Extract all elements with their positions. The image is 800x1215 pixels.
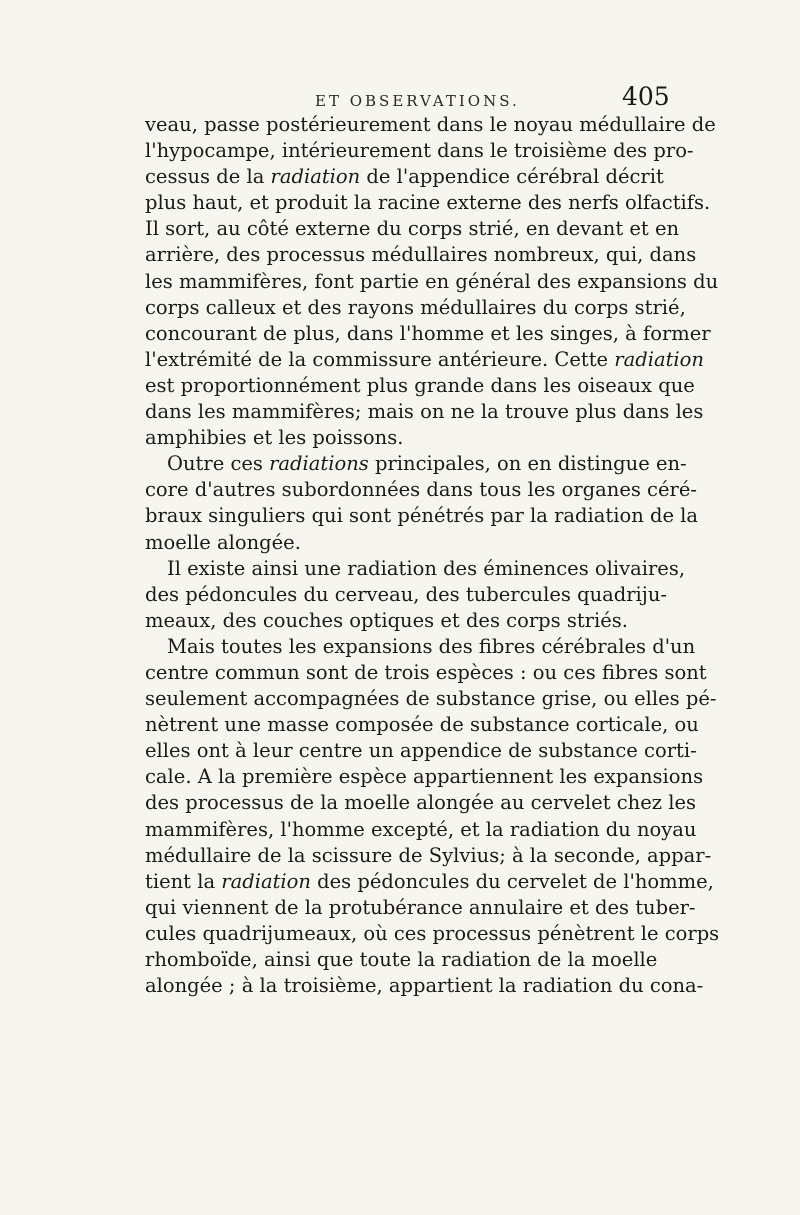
text-line bbox=[145, 895, 696, 921]
text-line bbox=[145, 660, 707, 686]
text-segment: principales, on en distingue en- bbox=[368, 452, 687, 476]
text-segment: amphibies et les poissons. bbox=[145, 426, 404, 450]
text-segment: Outre ces bbox=[167, 452, 270, 476]
text-line bbox=[145, 738, 697, 764]
text-line bbox=[145, 164, 664, 190]
text-segment: moelle alongée. bbox=[145, 530, 301, 554]
text-line bbox=[145, 425, 657, 451]
text-segment: l'hypocampe, intérieurement dans le troisième des pro- bbox=[145, 139, 694, 163]
text-segment: meaux, des couches optiques et des corps striés. bbox=[145, 608, 628, 632]
italic-term: radiation bbox=[270, 165, 361, 189]
text-line bbox=[145, 216, 680, 242]
text-segment: cale. A la première espèce appartiennent les expansions bbox=[145, 765, 704, 789]
text-line bbox=[145, 477, 697, 503]
text-line bbox=[145, 921, 720, 947]
text-line bbox=[145, 347, 704, 373]
text-segment: cessus de la bbox=[145, 165, 271, 189]
text-line bbox=[145, 373, 695, 399]
text-segment: seulement accompagnées de substance grise, ou elles pé- bbox=[145, 687, 717, 711]
text-line bbox=[145, 556, 686, 582]
text-segment: est proportionnément plus grande dans les oiseaux que bbox=[145, 373, 695, 397]
text-line bbox=[145, 764, 704, 790]
text-line bbox=[145, 973, 704, 999]
text-line bbox=[145, 190, 711, 216]
text-segment: plus haut, et produit la racine externe des nerfs olfactifs. bbox=[145, 191, 711, 215]
text-segment: elles ont à leur centre un appendice de substance corti- bbox=[145, 739, 697, 763]
text-segment: rhomboïde, ainsi que toute la radiation de la moelle bbox=[145, 948, 658, 971]
text-segment: médullaire de la scissure de Sylvius; à la seconde, appar- bbox=[145, 843, 712, 867]
text-segment: mammifères, l'homme excepté, et la radiation du noyau bbox=[145, 817, 697, 841]
text-line bbox=[145, 112, 716, 138]
text-line bbox=[145, 582, 667, 608]
text-line bbox=[145, 451, 687, 477]
italic-term: radiations bbox=[269, 452, 369, 476]
text-segment: tient la bbox=[145, 869, 222, 893]
text-line bbox=[145, 817, 697, 843]
page-number: 405 bbox=[622, 82, 670, 111]
text-line bbox=[145, 712, 699, 738]
text-line bbox=[145, 321, 711, 347]
body-text bbox=[145, 112, 720, 999]
text-segment: nètrent une masse composée de substance corticale, ou bbox=[145, 713, 699, 737]
running-title: ET OBSERVATIONS. bbox=[315, 92, 520, 110]
text-line bbox=[145, 399, 704, 425]
text-segment: l'extrémité de la commissure antérieure. Cette bbox=[145, 347, 615, 371]
text-segment: les mammifères, font partie en général des expansions du bbox=[145, 269, 719, 293]
text-line bbox=[145, 242, 697, 268]
text-line bbox=[145, 947, 657, 973]
text-segment: des processus de la moelle alongée au cervelet chez les bbox=[145, 791, 697, 815]
text-segment: braux singuliers qui sont pénétrés par la radiation de la bbox=[145, 504, 699, 528]
text-segment: alongée ; à la troisième, appartient la radiation du cona- bbox=[145, 974, 704, 998]
text-segment: veau, passe postérieurement dans le noyau médullaire de bbox=[145, 113, 716, 136]
text-segment: corps calleux et des rayons médullaires du corps strié, bbox=[145, 295, 686, 319]
italic-term: radiation bbox=[221, 869, 311, 893]
text-segment: arrière, des processus médullaires nombreux, qui, dans bbox=[145, 243, 697, 267]
text-line bbox=[145, 634, 696, 660]
text-line bbox=[145, 843, 712, 869]
text-segment: dans les mammifères; mais on ne la trouve plus dans les bbox=[145, 400, 704, 424]
text-segment: des pédoncules du cervelet de l'homme, bbox=[310, 869, 714, 893]
text-segment: des pédoncules du cerveau, des tubercules quadriju- bbox=[145, 582, 667, 606]
text-line bbox=[145, 686, 717, 712]
text-line bbox=[145, 790, 697, 816]
text-line bbox=[145, 530, 657, 556]
text-line bbox=[145, 608, 657, 634]
text-segment: centre commun sont de trois espèces : ou ces fibres sont bbox=[145, 660, 707, 684]
text-line bbox=[145, 269, 719, 295]
text-line bbox=[145, 138, 694, 164]
text-segment: Il sort, au côté externe du corps strié, en devant et en bbox=[145, 217, 680, 241]
text-segment: de l'appendice cérébral décrit bbox=[360, 165, 664, 189]
text-segment: cules quadrijumeaux, où ces processus pénètrent le corps bbox=[145, 921, 720, 945]
text-segment: Mais toutes les expansions des fibres cérébrales d'un bbox=[167, 634, 696, 658]
text-segment: qui viennent de la protubérance annulaire et des tuber- bbox=[145, 895, 696, 919]
text-line bbox=[145, 503, 699, 529]
text-segment: concourant de plus, dans l'homme et les singes, à former bbox=[145, 321, 711, 345]
text-segment: core d'autres subordonnées dans tous les organes céré- bbox=[145, 478, 697, 502]
text-line bbox=[145, 295, 686, 321]
text-line bbox=[145, 869, 714, 895]
text-segment: Il existe ainsi une radiation des éminences olivaires, bbox=[167, 556, 686, 580]
italic-term: radiation bbox=[614, 347, 704, 371]
